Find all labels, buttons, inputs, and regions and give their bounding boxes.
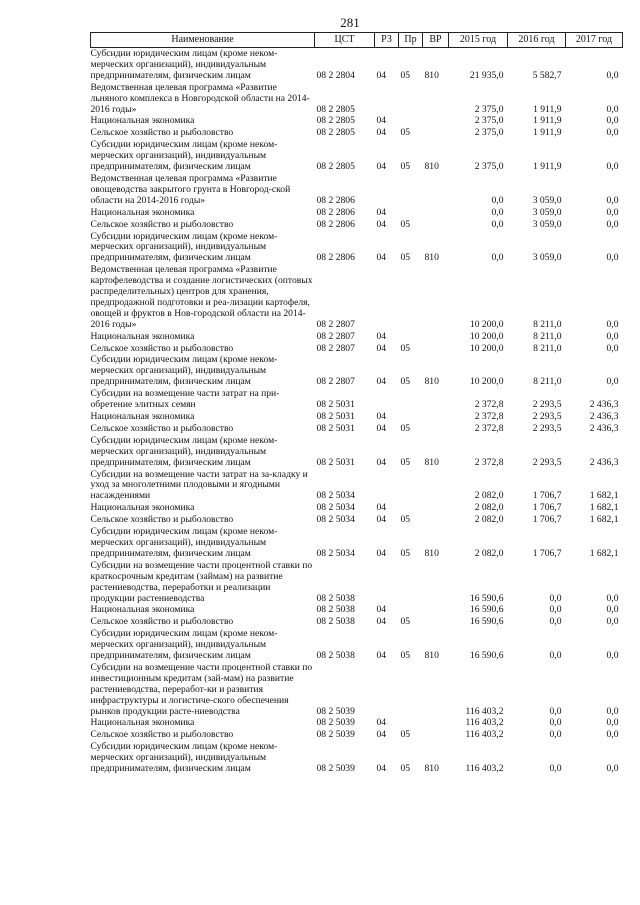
cell-name: Национальная экономика [90, 115, 195, 127]
column-header-2017: 2017 год [566, 33, 623, 48]
cell-2015: 0,0 [491, 206, 504, 218]
cell-2016: 3 059,0 [532, 218, 562, 230]
cell-name: Субсидии юридическим лицам (кроме неком-мерческих организаций), индивидуальным предпринимателям, физическим лицам [90, 230, 278, 264]
cell-vr [423, 388, 449, 411]
cell-2015: 116 403,2 [465, 763, 504, 775]
cell-cst: 08 2 2806 [316, 206, 355, 218]
cell-vr [423, 514, 449, 526]
table-row [91, 662, 623, 718]
table-row [91, 173, 623, 207]
budget-table [90, 32, 623, 775]
cell-name: Субсидии юридическим лицам (кроме неком-мерческих организаций), индивидуальным предпринимателям, физическим лицам [90, 139, 278, 173]
cell-cst: 08 2 2806 [316, 218, 355, 230]
cell-name: Сельское хозяйство и рыболовство [90, 729, 234, 741]
cell-vr [423, 502, 449, 514]
table-row [91, 604, 623, 616]
cell-name: Сельское хозяйство и рыболовство [90, 218, 234, 230]
cell-2015: 2 372,8 [474, 411, 504, 422]
cell-2015: 2 372,8 [474, 456, 504, 468]
cell-2017: 1 682,1 [589, 547, 619, 559]
cell-2015: 10 200,0 [469, 376, 504, 388]
cell-rz [375, 560, 399, 605]
table-row [91, 388, 623, 411]
cell-rz: 04 [376, 330, 387, 342]
cell-name: Субсидии на возмещение части процентной ставки по краткосрочным кредитам (займам) на развитие растениеводства, переработки и реализации продукции растениеводства [90, 559, 313, 604]
cell-cst: 08 2 5034 [316, 490, 355, 502]
cell-2015: 116 403,2 [465, 717, 504, 729]
cell-name: Национальная экономика [90, 330, 195, 342]
cell-pr: 05 [400, 616, 411, 628]
cell-2015: 0,0 [491, 194, 504, 206]
cell-pr [399, 388, 423, 411]
cell-2017: 0,0 [606, 161, 619, 173]
cell-pr [399, 115, 423, 127]
cell-rz: 04 [376, 161, 387, 173]
cell-vr [423, 423, 449, 435]
cell-cst: 08 2 5039 [316, 763, 355, 775]
cell-2016: 2 293,5 [532, 422, 562, 434]
cell-2017: 0,0 [606, 127, 619, 139]
cell-cst: 08 2 5031 [316, 411, 355, 422]
cell-2017: 0,0 [606, 604, 619, 616]
column-header-vr: ВР [423, 33, 449, 48]
cell-rz: 04 [376, 342, 387, 354]
cell-pr: 05 [400, 218, 411, 230]
table-row [91, 423, 623, 435]
cell-name: Сельское хозяйство и рыболовство [90, 342, 234, 354]
cell-vr [423, 469, 449, 503]
cell-cst: 08 2 2805 [316, 103, 355, 115]
table-row [91, 628, 623, 662]
cell-vr [423, 411, 449, 423]
cell-pr [399, 469, 423, 503]
cell-vr [423, 331, 449, 343]
cell-cst: 08 2 5034 [316, 547, 355, 559]
table-row [91, 264, 623, 330]
cell-2015: 2 375,0 [474, 103, 504, 115]
cell-pr [399, 207, 423, 219]
cell-2016: 0,0 [549, 729, 562, 741]
cell-name: Национальная экономика [90, 604, 195, 616]
cell-2015: 0,0 [491, 252, 504, 264]
cell-2016: 1 706,7 [532, 514, 562, 526]
cell-cst: 08 2 5038 [316, 604, 355, 616]
cell-pr: 05 [400, 547, 411, 559]
table-row [91, 139, 623, 173]
cell-2017: 0,0 [606, 650, 619, 662]
cell-vr: 810 [424, 650, 439, 662]
cell-2017: 1 682,1 [589, 514, 619, 526]
cell-cst: 08 2 2807 [316, 342, 355, 354]
table-row [91, 127, 623, 139]
cell-2016: 0,0 [549, 705, 562, 717]
cell-pr [399, 264, 423, 330]
table-row [91, 514, 623, 526]
table-row [91, 207, 623, 219]
column-header-2015: 2015 год [449, 33, 508, 48]
cell-vr: 810 [424, 69, 439, 81]
cell-2016: 8 211,0 [533, 376, 562, 388]
cell-name: Сельское хозяйство и рыболовство [90, 127, 234, 139]
cell-2017: 0,0 [606, 717, 619, 729]
cell-rz: 04 [376, 456, 387, 468]
cell-cst: 08 2 5038 [316, 650, 355, 662]
cell-pr: 05 [400, 342, 411, 354]
cell-vr [423, 616, 449, 628]
cell-2017: 0,0 [606, 194, 619, 206]
cell-rz: 04 [376, 376, 387, 388]
cell-vr [423, 219, 449, 231]
cell-2017: 0,0 [606, 206, 619, 218]
cell-rz: 04 [376, 127, 387, 139]
cell-2017: 1 682,1 [589, 502, 619, 514]
cell-2015: 16 590,6 [469, 592, 504, 604]
cell-2016: 5 582,7 [532, 69, 562, 81]
cell-cst: 08 2 5034 [316, 514, 355, 526]
table-row [91, 616, 623, 628]
cell-vr: 810 [424, 456, 439, 468]
cell-pr: 05 [400, 376, 411, 388]
cell-2017: 0,0 [606, 376, 619, 388]
cell-2015: 2 375,0 [474, 161, 504, 173]
column-header-pr: Пр [399, 33, 423, 48]
cell-2017: 2 436,3 [589, 399, 619, 411]
cell-vr [423, 729, 449, 741]
table-row [91, 219, 623, 231]
cell-name: Ведомственная целевая программа «Развитие картофелеводства и создание логистических (оптовых распределительных) центров для хранения, предпродажной подготовки и реа-лизации картофеля, овощей и фруктов в Нов-городской области на 2014-2016 годы» [90, 264, 313, 330]
cell-name: Национальная экономика [90, 717, 195, 729]
cell-2017: 0,0 [606, 252, 619, 264]
cell-rz [375, 388, 399, 411]
cell-2015: 16 590,6 [469, 650, 504, 662]
cell-pr [399, 560, 423, 605]
cell-name: Субсидии юридическим лицам (кроме неком-мерческих организаций), индивидуальным предпринимателям, физическим лицам [90, 48, 278, 81]
cell-name: Сельское хозяйство и рыболовство [90, 616, 234, 628]
cell-2016: 2 293,5 [532, 411, 562, 422]
cell-vr [423, 82, 449, 116]
cell-2015: 116 403,2 [465, 729, 504, 741]
cell-pr [399, 411, 423, 423]
cell-2016: 0,0 [549, 763, 562, 775]
cell-name: Ведомственная целевая программа «Развитие льняного комплекса в Новгородской области на 2014-2016 годы» [90, 81, 310, 115]
cell-2015: 2 082,0 [474, 490, 504, 502]
cell-rz [375, 173, 399, 207]
cell-2015: 10 200,0 [469, 330, 504, 342]
cell-2016: 1 706,7 [532, 490, 562, 502]
cell-2016: 1 911,9 [533, 115, 562, 127]
cell-cst: 08 2 2804 [316, 69, 355, 81]
cell-rz: 04 [376, 69, 387, 81]
cell-rz: 04 [376, 763, 387, 775]
cell-cst: 08 2 5038 [316, 592, 355, 604]
cell-2017: 0,0 [606, 103, 619, 115]
cell-2015: 10 200,0 [469, 342, 504, 354]
cell-2017: 0,0 [606, 318, 619, 330]
cell-vr: 810 [424, 763, 439, 775]
cell-vr [423, 717, 449, 729]
cell-2017: 0,0 [606, 705, 619, 717]
cell-name: Ведомственная целевая программа «Развитие овощеводства закрытого грунта в Новгород-ской области на 2014-2016 годы» [90, 172, 291, 206]
cell-rz: 04 [376, 650, 387, 662]
cell-name: Субсидии юридическим лицам (кроме неком-мерческих организаций), индивидуальным предпринимателям, физическим лицам [90, 354, 278, 388]
cell-vr: 810 [424, 547, 439, 559]
cell-2016: 8 211,0 [533, 330, 562, 342]
cell-2016: 8 211,0 [533, 318, 562, 330]
cell-2017: 2 436,3 [589, 411, 619, 422]
cell-pr: 05 [400, 729, 411, 741]
cell-cst: 08 2 5031 [316, 422, 355, 434]
cell-2017: 2 436,3 [589, 422, 619, 434]
cell-2017: 0,0 [606, 330, 619, 342]
cell-pr [399, 502, 423, 514]
cell-name: Сельское хозяйство и рыболовство [90, 422, 234, 434]
cell-name: Субсидии юридическим лицам (кроме неком-мерческих организаций), индивидуальным предпринимателям, физическим лицам [90, 628, 278, 662]
cell-2017: 2 436,3 [589, 456, 619, 468]
cell-name: Национальная экономика [90, 206, 195, 218]
cell-2016: 0,0 [549, 650, 562, 662]
table-row [91, 560, 623, 605]
table-row [91, 469, 623, 503]
cell-2016: 3 059,0 [532, 252, 562, 264]
cell-2016: 0,0 [549, 592, 562, 604]
cell-vr [423, 173, 449, 207]
cell-pr: 05 [400, 127, 411, 139]
cell-pr: 05 [400, 514, 411, 526]
cell-rz: 04 [376, 422, 387, 434]
cell-rz [375, 264, 399, 330]
cell-pr: 05 [400, 763, 411, 775]
cell-2016: 1 911,9 [533, 161, 562, 173]
cell-rz: 04 [376, 252, 387, 264]
cell-rz [375, 469, 399, 503]
cell-pr: 05 [400, 650, 411, 662]
cell-vr [423, 264, 449, 330]
cell-pr: 05 [400, 456, 411, 468]
cell-rz: 04 [376, 411, 387, 422]
table-row [91, 331, 623, 343]
cell-2017: 0,0 [606, 763, 619, 775]
table-row [91, 729, 623, 741]
table-row [91, 343, 623, 355]
cell-pr [399, 662, 423, 718]
cell-rz [375, 662, 399, 718]
table-row [91, 502, 623, 514]
cell-pr [399, 717, 423, 729]
cell-2016: 1 706,7 [532, 502, 562, 514]
cell-vr [423, 662, 449, 718]
cell-vr [423, 604, 449, 616]
cell-2016: 3 059,0 [532, 194, 562, 206]
cell-cst: 08 2 5031 [316, 456, 355, 468]
cell-2016: 0,0 [549, 616, 562, 628]
cell-2015: 2 372,8 [474, 399, 504, 411]
table-row [91, 435, 623, 469]
cell-pr [399, 604, 423, 616]
cell-cst: 08 2 5039 [316, 705, 355, 717]
table-row [91, 48, 623, 82]
cell-pr: 05 [400, 422, 411, 434]
cell-pr: 05 [400, 161, 411, 173]
column-header-cst: ЦСТ [315, 33, 375, 48]
cell-rz: 04 [376, 729, 387, 741]
cell-2016: 1 911,9 [533, 127, 562, 139]
page-number: 281 [340, 15, 360, 30]
cell-vr: 810 [424, 161, 439, 173]
cell-cst: 08 2 5031 [316, 399, 355, 411]
cell-cst: 08 2 2807 [316, 318, 355, 330]
cell-vr: 810 [424, 252, 439, 264]
cell-2016: 2 293,5 [532, 399, 562, 411]
cell-2016: 3 059,0 [532, 206, 562, 218]
table-row [91, 741, 623, 775]
table-header-row [91, 33, 623, 48]
cell-vr [423, 127, 449, 139]
column-header-rz: РЗ [375, 33, 399, 48]
cell-rz: 04 [376, 717, 387, 729]
cell-cst: 08 2 2805 [316, 115, 355, 127]
cell-2015: 2 372,8 [474, 422, 504, 434]
cell-2015: 116 403,2 [465, 705, 504, 717]
cell-pr: 05 [400, 252, 411, 264]
cell-vr [423, 560, 449, 605]
cell-name: Национальная экономика [90, 502, 195, 514]
cell-cst: 08 2 2805 [316, 161, 355, 173]
cell-2017: 0,0 [606, 342, 619, 354]
cell-name: Субсидии юридическим лицам (кроме неком-мерческих организаций), индивидуальным предпринимателям, физическим лицам [90, 526, 278, 559]
cell-rz: 04 [376, 502, 387, 514]
cell-vr [423, 207, 449, 219]
cell-rz: 04 [376, 604, 387, 616]
cell-name: Субсидии на возмещение части затрат на за-кладку и уход за многолетними плодовыми и ягодными насаждениями [90, 468, 308, 502]
cell-rz: 04 [376, 206, 387, 218]
column-header-2016: 2016 год [508, 33, 566, 48]
cell-cst: 08 2 2805 [316, 127, 355, 139]
cell-rz: 04 [376, 547, 387, 559]
cell-pr: 05 [400, 69, 411, 81]
cell-pr [399, 82, 423, 116]
cell-2016: 0,0 [549, 604, 562, 616]
cell-2016: 2 293,5 [532, 456, 562, 468]
cell-2017: 0,0 [606, 218, 619, 230]
table-row [91, 354, 623, 388]
cell-2017: 0,0 [606, 729, 619, 741]
cell-cst: 08 2 2806 [316, 252, 355, 264]
cell-name: Национальная экономика [90, 411, 195, 422]
cell-name: Сельское хозяйство и рыболовство [90, 514, 234, 526]
cell-2017: 1 682,1 [589, 490, 619, 502]
cell-vr [423, 115, 449, 127]
cell-cst: 08 2 2807 [316, 376, 355, 388]
cell-cst: 08 2 5039 [316, 717, 355, 729]
cell-2015: 0,0 [491, 218, 504, 230]
cell-name: Субсидии на возмещение части процентной ставки по инвестиционным кредитам (зай-мам) на развитие растениеводства, переработ-ки и развития инфраструктуры и логистиче-ского обеспечения рынков продукции расте-ниеводства [90, 661, 313, 717]
cell-rz: 04 [376, 218, 387, 230]
cell-2017: 0,0 [606, 115, 619, 127]
cell-2015: 16 590,6 [469, 616, 504, 628]
cell-2015: 10 200,0 [469, 318, 504, 330]
table-row [91, 115, 623, 127]
cell-name: Субсидии на возмещение части затрат на при-обретение элитных семян [90, 388, 280, 411]
cell-2015: 2 375,0 [474, 115, 504, 127]
table-row [91, 526, 623, 560]
cell-rz [375, 82, 399, 116]
cell-cst: 08 2 5034 [316, 502, 355, 514]
cell-pr [399, 173, 423, 207]
cell-vr: 810 [424, 376, 439, 388]
table-row [91, 717, 623, 729]
cell-2017: 0,0 [606, 592, 619, 604]
cell-2015: 2 082,0 [474, 502, 504, 514]
cell-2015: 16 590,6 [469, 604, 504, 616]
cell-rz: 04 [376, 115, 387, 127]
cell-vr [423, 343, 449, 355]
cell-2016: 1 706,7 [532, 547, 562, 559]
cell-2016: 1 911,9 [533, 103, 562, 115]
cell-2016: 0,0 [549, 717, 562, 729]
cell-2017: 0,0 [606, 69, 619, 81]
cell-rz: 04 [376, 514, 387, 526]
column-header-name: Наименование [91, 33, 315, 48]
cell-2017: 0,0 [606, 616, 619, 628]
cell-2015: 2 082,0 [474, 514, 504, 526]
cell-cst: 08 2 5039 [316, 729, 355, 741]
cell-name: Субсидии юридическим лицам (кроме неком-мерческих организаций), индивидуальным предпринимателям, физическим лицам [90, 434, 278, 468]
cell-name: Субсидии юридическим лицам (кроме неком-мерческих организаций), индивидуальным предпринимателям, физическим лицам [90, 741, 278, 775]
cell-2016: 8 211,0 [533, 342, 562, 354]
cell-2015: 2 082,0 [474, 547, 504, 559]
cell-cst: 08 2 5038 [316, 616, 355, 628]
cell-cst: 08 2 2807 [316, 330, 355, 342]
cell-rz: 04 [376, 616, 387, 628]
table-row [91, 82, 623, 116]
cell-cst: 08 2 2806 [316, 194, 355, 206]
cell-pr [399, 331, 423, 343]
table-row [91, 231, 623, 265]
cell-2015: 21 935,0 [469, 69, 504, 81]
table-row [91, 411, 623, 423]
cell-2015: 2 375,0 [474, 127, 504, 139]
